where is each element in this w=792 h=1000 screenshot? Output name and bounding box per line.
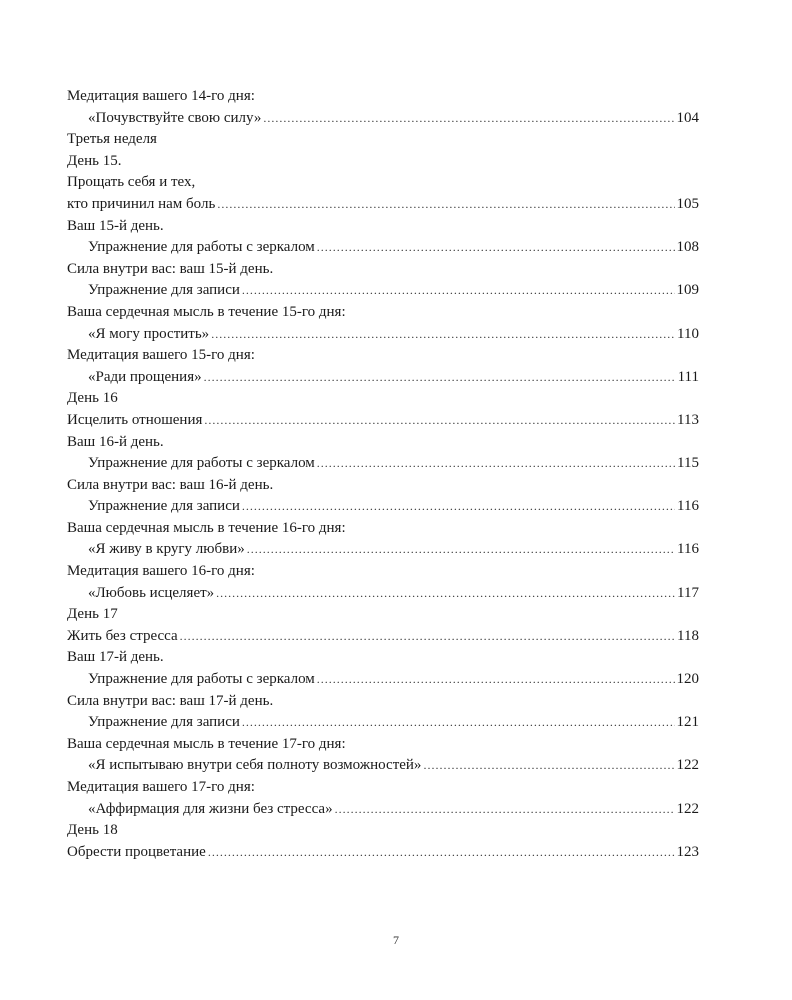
toc-entry — [67, 496, 699, 518]
toc-entry — [67, 799, 699, 821]
toc-entry-page: 115 — [677, 455, 699, 472]
toc-entry-page: 111 — [677, 368, 699, 385]
toc-entry-title: Медитация вашего 15-го дня: — [67, 347, 255, 364]
toc-entry — [67, 432, 699, 454]
toc-entry — [67, 475, 699, 497]
toc-entry-title: Упражнение для записи — [88, 282, 240, 299]
dot-leader — [317, 237, 675, 259]
toc-entry-page: 110 — [677, 325, 699, 342]
dot-leader — [263, 108, 674, 130]
toc-entry-page: 120 — [676, 671, 699, 688]
dot-leader — [204, 367, 675, 389]
toc-entry-page: 123 — [676, 843, 699, 860]
toc-entry-title: «Ради прощения» — [88, 368, 202, 385]
toc-entry — [67, 734, 699, 756]
toc-entry-page: 118 — [677, 627, 699, 644]
toc-entry-title: «Аффирмация для жизни без стресса» — [88, 800, 333, 817]
toc-entry-title: Упражнение для работы с зеркалом — [88, 239, 315, 256]
toc-entry — [67, 691, 699, 713]
toc-entry — [67, 129, 699, 151]
toc-entry-title: Сила внутри вас: ваш 17-й день. — [67, 692, 274, 709]
toc-entry — [67, 108, 699, 130]
toc-entry-title: Прощать себя и тех, — [67, 174, 196, 191]
toc-entry-title: «Я испытываю внутри себя полноту возможностей» — [88, 757, 422, 774]
toc-entry-page: 108 — [676, 239, 699, 256]
dot-leader — [204, 410, 675, 432]
toc-entry — [67, 712, 699, 734]
toc-entry — [67, 324, 699, 346]
toc-entry — [67, 345, 699, 367]
dot-leader — [242, 712, 675, 734]
toc-entry-title: Ваш 15-й день. — [67, 217, 164, 234]
toc-entry-title: Исцелить отношения — [67, 411, 203, 428]
toc-entry — [67, 561, 699, 583]
toc-entry-title: Жить без стресса — [67, 627, 178, 644]
toc-entry-page: 122 — [676, 800, 699, 817]
toc-entry-title: Упражнение для записи — [88, 714, 240, 731]
toc-entry — [67, 755, 699, 777]
toc-entry — [67, 259, 699, 281]
toc-entry-page: 104 — [676, 109, 699, 126]
toc-entry — [67, 388, 699, 410]
toc-entry — [67, 539, 699, 561]
table-of-contents — [67, 86, 699, 863]
toc-entry — [67, 194, 699, 216]
toc-entry-title: Ваш 17-й день. — [67, 649, 164, 666]
toc-entry-title: День 16 — [67, 390, 118, 407]
toc-entry-title: Упражнение для работы с зеркалом — [88, 671, 315, 688]
toc-entry-title: День 15. — [67, 152, 122, 169]
dot-leader — [242, 496, 675, 518]
dot-leader — [423, 755, 674, 777]
toc-entry-page: 117 — [677, 584, 699, 601]
toc-entry-title: Медитация вашего 14-го дня: — [67, 88, 255, 104]
toc-entry-title: Ваш 16-й день. — [67, 433, 164, 450]
toc-entry-title: кто причинил нам боль — [67, 195, 216, 212]
toc-entry-page: 113 — [677, 411, 699, 428]
toc-entry — [67, 302, 699, 324]
toc-entry-title: «Я могу простить» — [88, 325, 210, 342]
toc-entry — [67, 604, 699, 626]
toc-entry — [67, 626, 699, 648]
toc-entry — [67, 367, 699, 389]
toc-entry — [67, 410, 699, 432]
toc-entry-title: День 18 — [67, 822, 118, 839]
dot-leader — [217, 194, 674, 216]
toc-entry-page: 109 — [676, 282, 699, 299]
toc-entry — [67, 518, 699, 540]
toc-entry-title: Сила внутри вас: ваш 16-й день. — [67, 476, 274, 493]
toc-entry-title: Сила внутри вас: ваш 15-й день. — [67, 260, 274, 277]
toc-entry-title: Упражнение для работы с зеркалом — [88, 455, 315, 472]
toc-entry-title: Ваша сердечная мысль в течение 17-го дня: — [67, 735, 346, 752]
toc-entry-title: Медитация вашего 16-го дня: — [67, 563, 255, 580]
toc-entry — [67, 820, 699, 842]
toc-entry-page: 116 — [677, 541, 699, 558]
toc-entry-page: 122 — [676, 757, 699, 774]
toc-entry — [67, 280, 699, 302]
toc-entry-title: Ваша сердечная мысль в течение 15-го дня: — [67, 303, 346, 320]
toc-entry-title: «Любовь исцеляет» — [88, 584, 215, 601]
toc-entry — [67, 647, 699, 669]
dot-leader — [242, 280, 675, 302]
dot-leader — [208, 842, 675, 864]
toc-entry-title: «Я живу в кругу любви» — [88, 541, 245, 558]
toc-entry — [67, 669, 699, 691]
toc-entry — [67, 453, 699, 475]
toc-entry-title: Медитация вашего 17-го дня: — [67, 779, 255, 795]
toc-entry — [67, 86, 699, 108]
toc-entry — [67, 777, 699, 799]
toc-entry-title: Обрести процветание — [67, 843, 206, 860]
toc-entry — [67, 151, 699, 173]
dot-leader — [317, 453, 675, 475]
toc-entry-page: 116 — [677, 498, 699, 515]
dot-leader — [211, 324, 675, 346]
toc-entry-title: «Почувствуйте свою силу» — [88, 109, 262, 126]
dot-leader — [335, 799, 675, 821]
toc-entry — [67, 172, 699, 194]
toc-entry — [67, 237, 699, 259]
toc-entry-title: Упражнение для записи — [88, 498, 240, 515]
toc-entry-title: Ваша сердечная мысль в течение 16-го дня: — [67, 519, 346, 536]
toc-entry — [67, 583, 699, 605]
toc-entry-page: 121 — [676, 714, 699, 731]
dot-leader — [180, 626, 675, 648]
dot-leader — [317, 669, 675, 691]
page-number: 7 — [393, 933, 399, 947]
toc-entry-title: День 17 — [67, 606, 118, 623]
toc-entry-title: Третья неделя — [67, 131, 157, 148]
dot-leader — [216, 583, 675, 605]
dot-leader — [247, 539, 675, 561]
toc-entry — [67, 216, 699, 238]
toc-entry-page: 105 — [676, 195, 699, 212]
toc-entry — [67, 842, 699, 864]
